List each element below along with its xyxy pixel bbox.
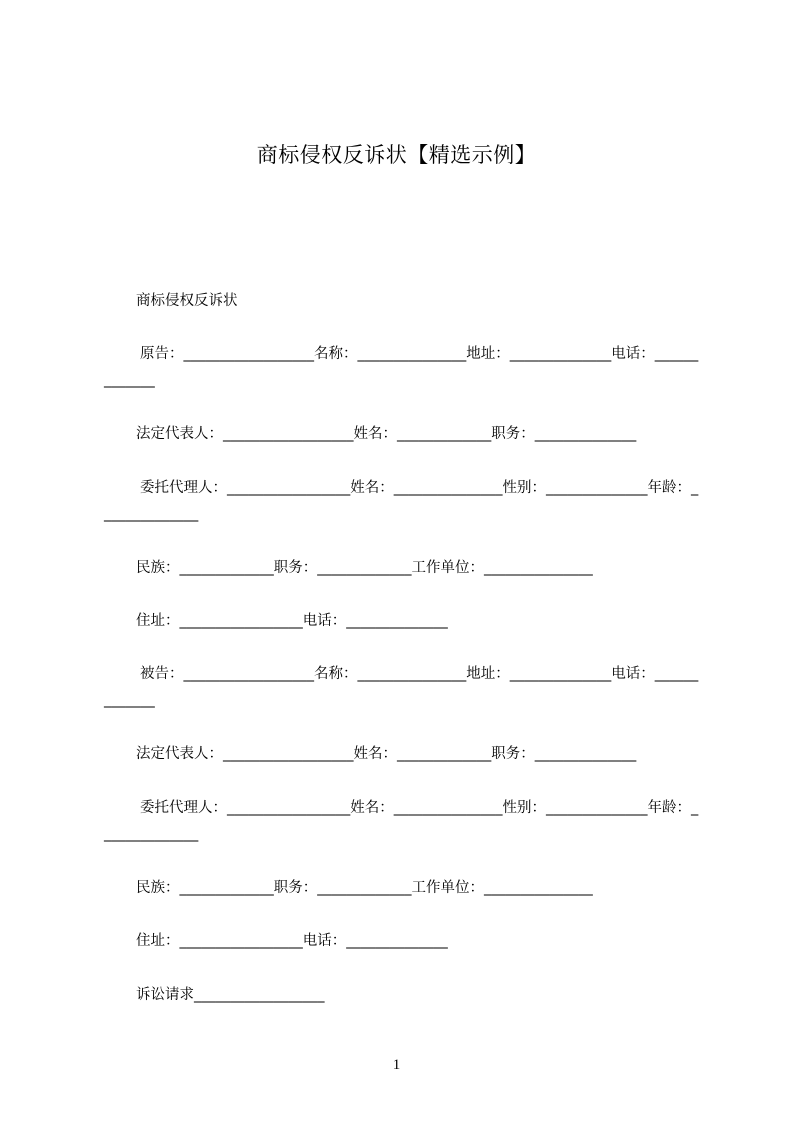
line-text: 民族：_____________职务：_____________工作单位：_______________: [136, 560, 593, 576]
plaintiff-legal-rep-line: [104, 421, 704, 447]
defendant-agent-line: [104, 795, 704, 847]
line-text: 法定代表人：__________________姓名：_____________职务：______________: [136, 426, 637, 442]
line-text: 被告：__________________名称：_______________地址：______________电话：_____________: [104, 666, 699, 708]
plaintiff-address-line: [104, 608, 704, 634]
line-text: 委托代理人：_________________姓名：_______________性别：______________年龄：______________: [104, 480, 699, 522]
line-text: 住址：_________________电话：______________: [136, 933, 448, 949]
plaintiff-agent-line: [104, 475, 704, 527]
plaintiff-ethnicity-line: [104, 555, 704, 581]
line-text: 住址：_________________电话：______________: [136, 613, 448, 629]
defendant-legal-rep-line: [104, 741, 704, 767]
plaintiff-line: [104, 341, 704, 393]
line-text: 商标侵权反诉状: [136, 293, 238, 309]
document-title: 商标侵权反诉状【精选示例】: [256, 143, 537, 167]
line-text: 委托代理人：_________________姓名：_______________性别：______________年龄：______________: [104, 800, 699, 842]
line-text: 法定代表人：__________________姓名：_____________职务：______________: [136, 746, 637, 762]
defendant-line: [104, 661, 704, 713]
defendant-ethnicity-line: [104, 875, 704, 901]
section-heading: [104, 288, 704, 314]
line-text: 诉讼请求__________________: [136, 987, 325, 1003]
line-text: 原告：__________________名称：_______________地址：______________电话：_____________: [104, 346, 699, 388]
claims-line: [104, 982, 704, 1008]
page-number: 1: [392, 1057, 401, 1073]
defendant-address-line: [104, 928, 704, 954]
line-text: 民族：_____________职务：_____________工作单位：_______________: [136, 880, 593, 896]
